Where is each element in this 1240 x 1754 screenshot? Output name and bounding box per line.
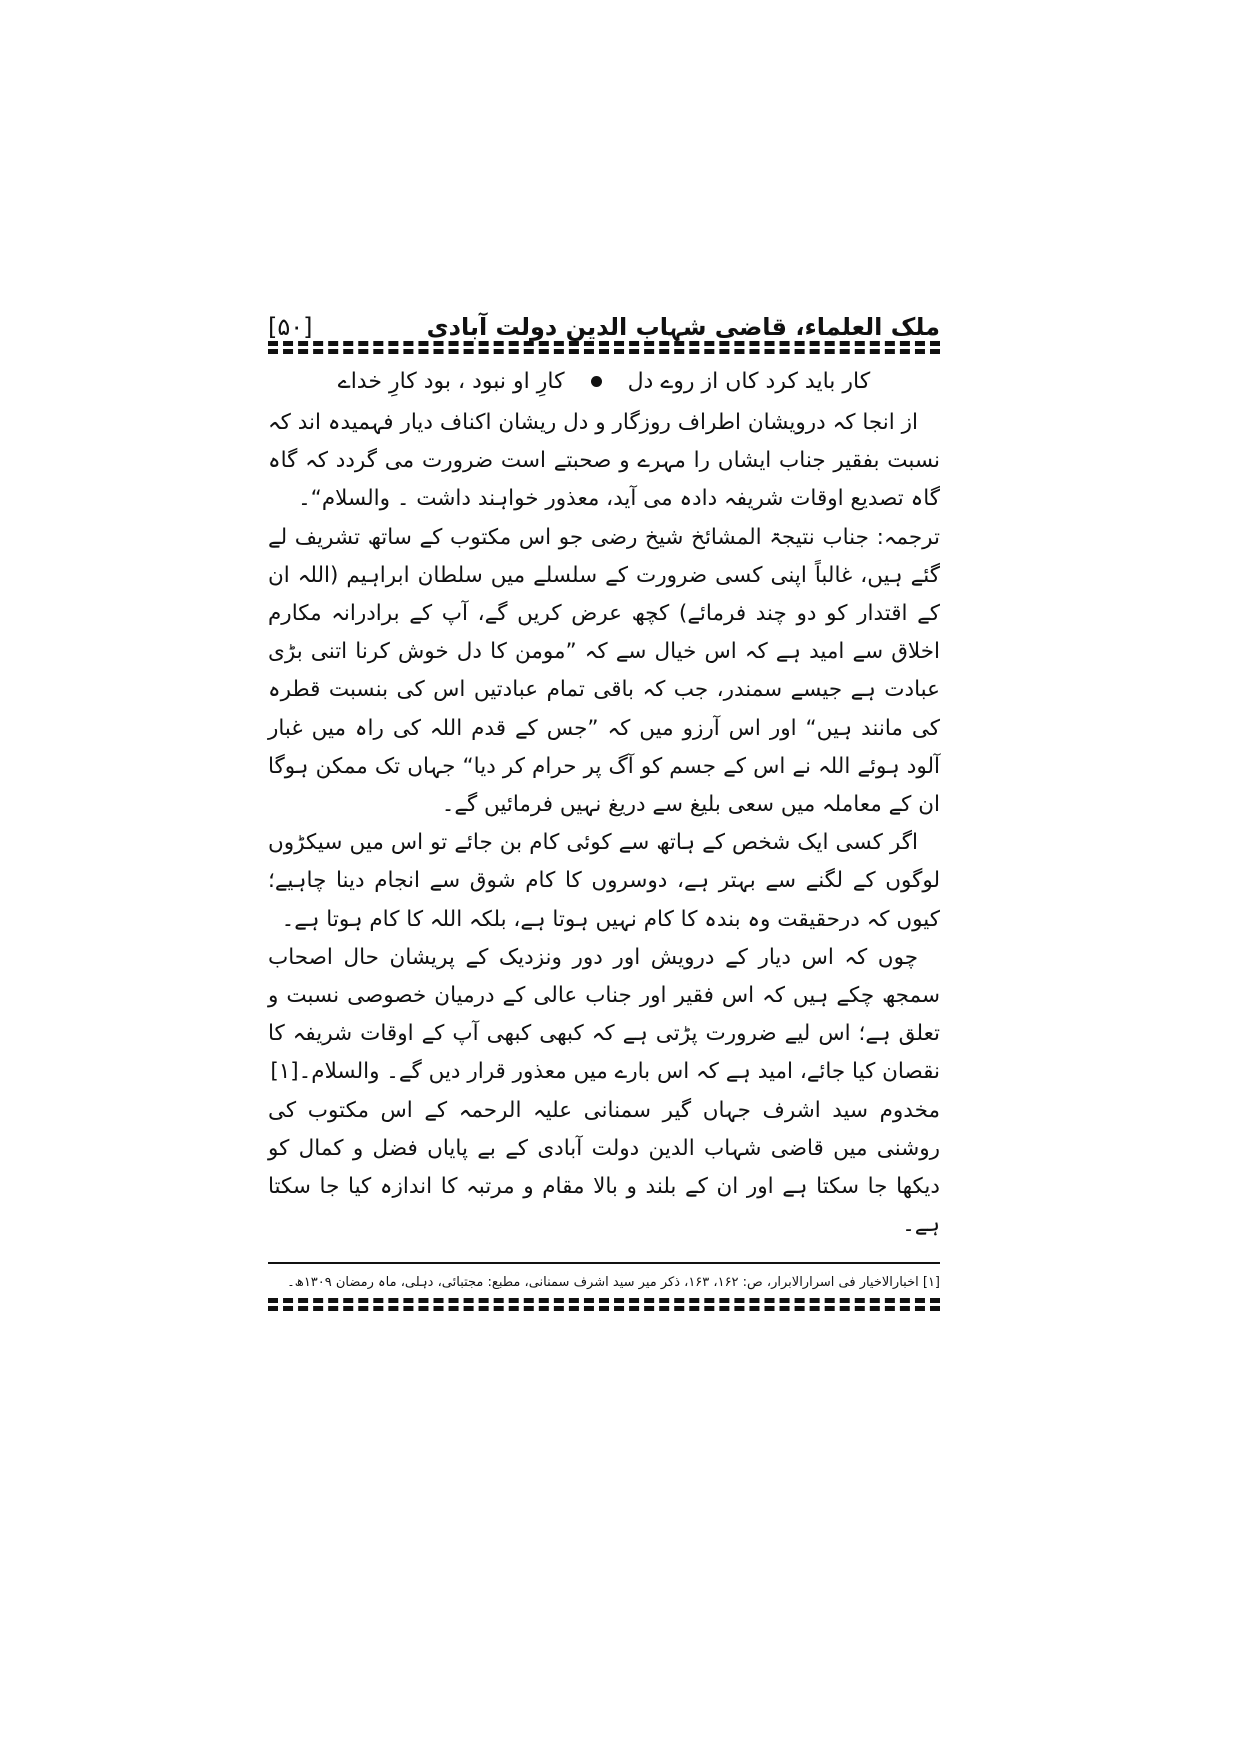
paragraph-translation-cont: اگر کسی ایک شخص کے ہاتھ سے کوئی کام بن جائے تو اس میں سیکڑوں لوگوں کے لگنے سے بہتر ہے، دوسروں کا کام شوق سے انجام دینا چاہیے؛ کیوں کہ درحقیقت وہ بندہ کا کام نہیں ہوتا ہے، بلکہ اللہ کا کام ہوتا ہے۔ xyxy=(268,830,940,932)
verse-hemistich-right: کار باید کرد کاں از روے دل xyxy=(627,368,871,394)
document-page xyxy=(268,295,940,1311)
persian-verse xyxy=(268,354,940,404)
page-header xyxy=(268,295,940,341)
footer-divider xyxy=(268,1298,940,1311)
paragraph-conclusion: مخدوم سید اشرف جہاں گیر سمنانی علیہ الرحمہ کے اس مکتوب کی روشنی میں قاضی شہاب الدین دولت آبادی کے بے پایاں فضل و کمال کو دیکھا جا سکتا ہے اور ان کے بلند و بالا مقام و مرتبہ کا اندازہ کیا جا سکتا ہے۔ xyxy=(268,1097,940,1238)
verse-hemistich-left: کارِ او نبود ، بود کارِ خداے xyxy=(337,368,565,394)
footnote: [۱] اخبارالاخیار فی اسرارالابرار، ص: ۱۶۲، ۱۶۳، ذکر میر سید اشرف سمنانی، مطبع: مجتبائی، دہلی، ماہ رمضان ۱۳۰۹ھ۔ xyxy=(287,1275,940,1291)
header-divider xyxy=(268,341,940,354)
bullet-icon xyxy=(591,376,602,387)
page-number: [۵۰] xyxy=(268,313,313,341)
paragraph-persian-letter: از انجا کہ درویشان اطراف روزگار و دل ریشان اکناف دیار فہمیدہ اند کہ نسبت بفقیر جناب ایشاں را مہرے و صحبتے است ضرورت می گردد کہ گاہ گاہ تصدیع اوقات شریفہ دادہ می آید، معذور خواہند داشت ۔ والسلام“۔ xyxy=(268,410,940,512)
paragraph-translation: ترجمہ: جناب نتیجۃ المشائخ شیخ رضی جو اس مکتوب کے ساتھ تشریف لے گئے ہیں، غالباً اپنی کسی ضرورت کے سلسلے میں سلطان ابراہیم (اللہ ان کے اقتدار کو دو چند فرمائے) کچھ عرض کریں گے، آپ کے برادرانہ مکارم اخلاق سے امید ہے کہ اس خیال سے کہ ”مومن کا دل خوش کرنا اتنی بڑی عبادت ہے جیسے سمندر، جب کہ باقی تمام عبادتیں اس کی بنسبت قطرہ کی مانند ہیں“ اور اس آرزو میں کہ ”جس کے قدم اللہ کی راہ میں غبار آلود ہوئے اللہ نے اس کے جسم کو آگ پر حرام کر دیا“ جہاں تک ممکن ہوگا ان کے معاملہ میں سعی بلیغ سے دریغ نہیں فرمائیں گے۔ xyxy=(268,524,940,818)
running-title: ملک العلماء، قاضی شہاب الدین دولت آبادی xyxy=(426,313,940,341)
footnote-divider xyxy=(268,1262,940,1264)
paragraph-translation-end: چوں کہ اس دیار کے درویش اور دور ونزدیک کے پریشان حال اصحاب سمجھ چکے ہیں کہ اس فقیر اور جناب عالی کے درمیان خصوصی نسبت و تعلق ہے؛ اس لیے ضرورت پڑتی ہے کہ کبھی کبھی آپ کے اوقات شریفہ کا نقصان کیا جائے، امید ہے کہ اس بارے میں معذور قرار دیں گے۔ والسلام۔[۱] xyxy=(268,944,940,1085)
